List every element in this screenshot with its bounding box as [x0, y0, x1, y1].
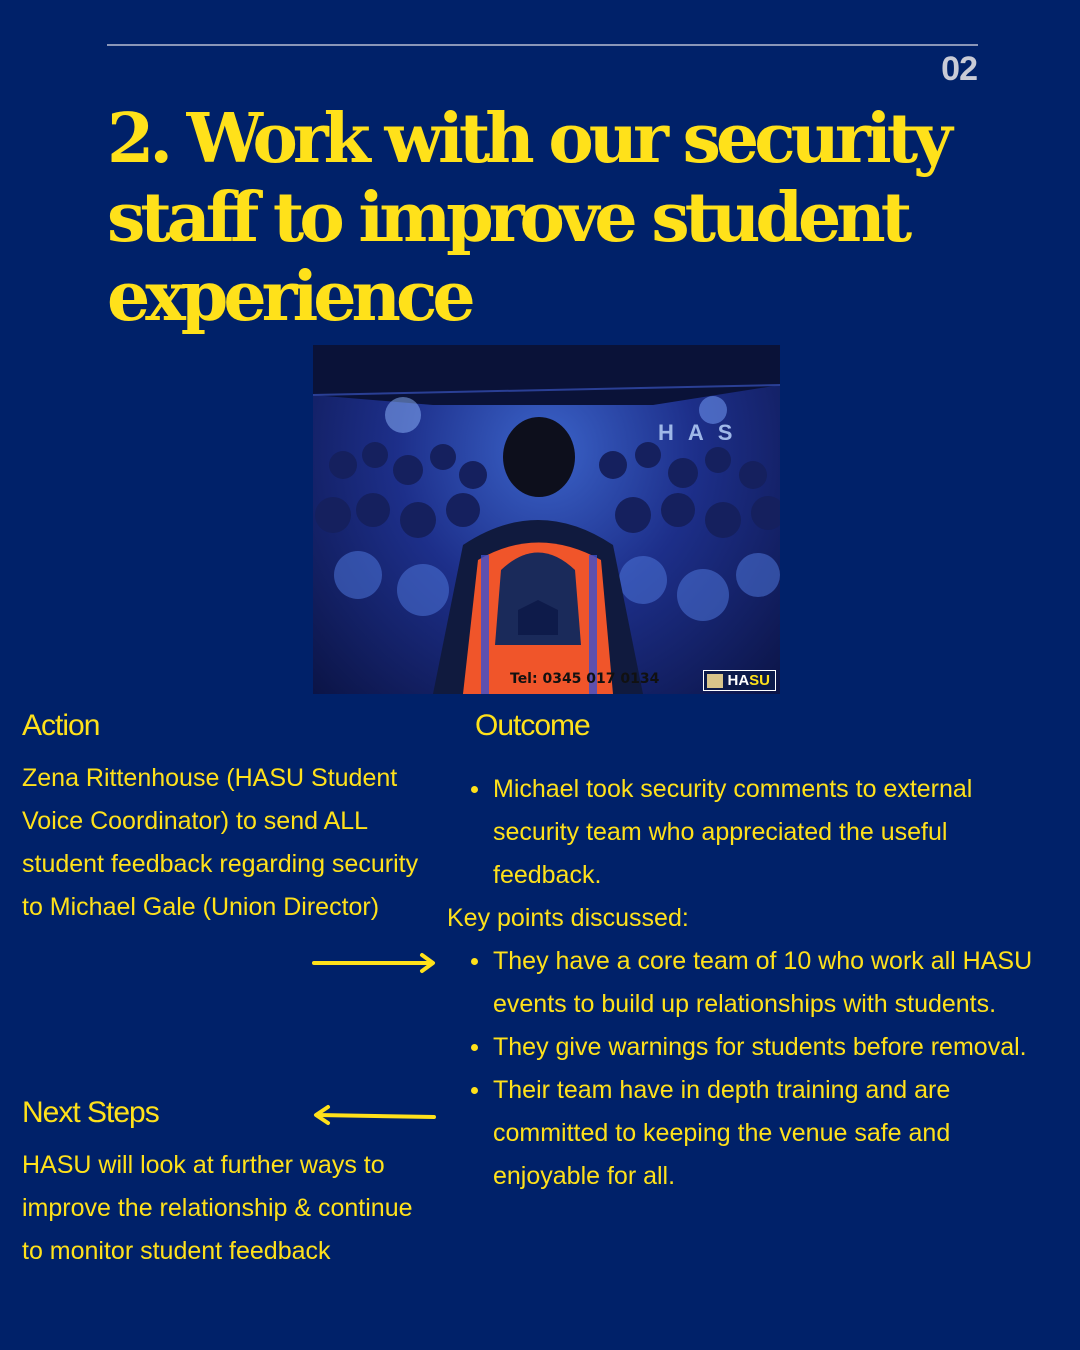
key-points-list: [447, 940, 1077, 1198]
next-steps-heading: Next Steps: [22, 1096, 159, 1129]
crest-icon: [707, 674, 723, 688]
arrow-right-icon: [312, 952, 438, 974]
list-item: Their team have in depth training and are committed to keeping the venue safe and enjoyable for all.: [447, 1069, 1038, 1198]
next-steps-text: HASU will look at further ways to improve the relationship & continue to monitor student feedback: [22, 1151, 413, 1265]
page-number: 02: [941, 50, 977, 88]
list-item: They give warnings for students before removal.: [447, 1026, 1077, 1069]
action-text: Zena Rittenhouse (HASU Student Voice Coordinator) to send ALL student feedback regarding security to Michael Gale (Union Director): [22, 764, 419, 921]
crowd-illustration: [313, 345, 780, 694]
security-staff-photo: [313, 345, 780, 694]
list-item: They have a core team of 10 who work all HASU events to build up relationships with students.: [447, 940, 1077, 1026]
vest-phone-text: Tel: 0345 017 0134: [510, 671, 660, 687]
arrow-left-icon: [310, 1104, 438, 1126]
outcome-heading: Outcome: [475, 709, 590, 742]
hasu-logo: HASU: [703, 670, 776, 691]
page-title: 2. Work with our security staff to improve student experience: [107, 99, 948, 337]
action-heading: Action: [22, 709, 100, 742]
svg-text:HAS: HAS: [658, 420, 747, 445]
outcome-first-list: [447, 768, 1027, 897]
list-item: Michael took security comments to external security team who appreciated the useful feedback.: [447, 768, 1027, 897]
ceiling-shape: [313, 345, 780, 405]
top-divider: [107, 44, 978, 46]
key-points-label: Key points discussed:: [447, 904, 689, 932]
